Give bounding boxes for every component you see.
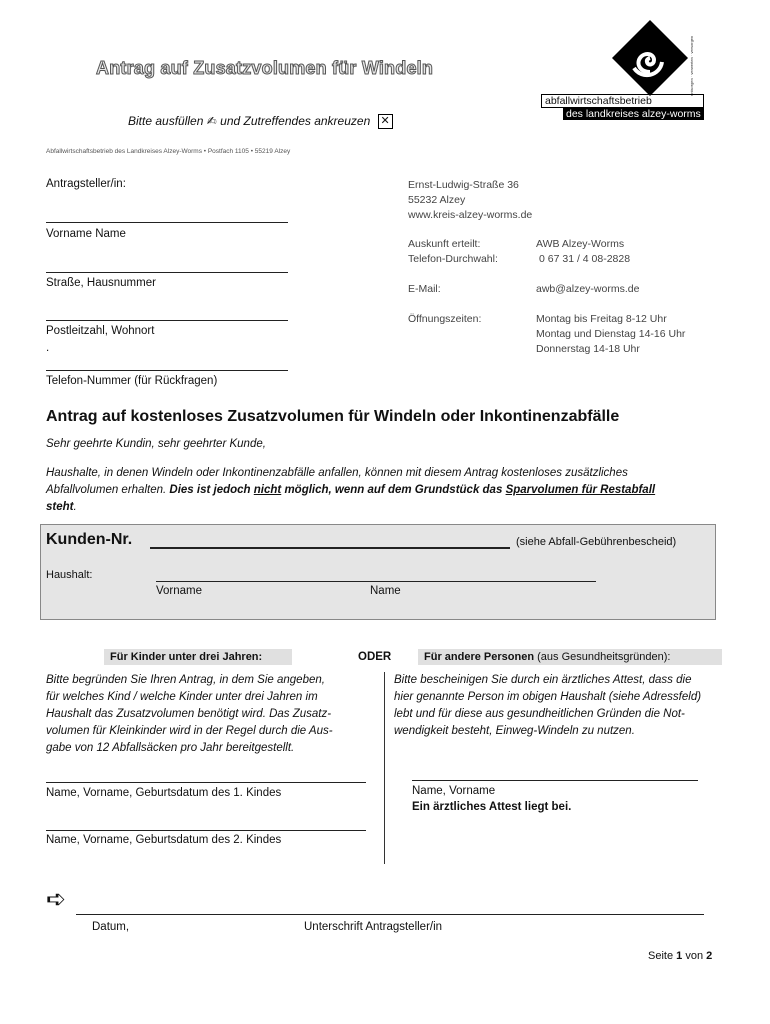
children-heading: Für Kinder unter drei Jahren: [104, 649, 292, 665]
phone-direct-label: Telefon-Durchwahl: [408, 253, 498, 265]
logo-line1: abfallwirtschaftsbetrieb [541, 94, 704, 108]
page-current: 1 [676, 950, 683, 962]
office-city: 55232 Alzey [408, 194, 466, 206]
customer-number-field[interactable] [150, 547, 510, 549]
greeting: Sehr geehrte Kundin, sehr geehrter Kunde, [46, 438, 266, 450]
intro-line2-c: nicht [253, 484, 282, 496]
children-text3: Haushalt das Zusatzvolumen benötigt wird. Das Zusatz- [46, 708, 332, 720]
household-field[interactable] [156, 581, 596, 582]
others-text1: Bitte bescheinigen Sie durch ein ärztliches Attest, dass die [394, 674, 692, 686]
hours-label: Öffnungszeiten: [408, 313, 482, 325]
intro-line3 [46, 499, 726, 516]
logo-vertical-label: entsorgen · verwerten · versorgen [689, 35, 694, 96]
info-label: Auskunft erteilt: [408, 238, 481, 250]
street-line[interactable] [46, 272, 288, 273]
fill-hint-text-a: Bitte ausfüllen [128, 114, 204, 128]
phone-line[interactable] [46, 370, 288, 371]
others-text3: lebt und für diese aus gesundheitlichen Gründen die Not- [394, 708, 685, 720]
fill-hint [128, 114, 393, 129]
office-address [408, 178, 532, 223]
household-first-name-label: Vorname [156, 585, 203, 597]
children-text1: Bitte begründen Sie Ihren Antrag, in dem Sie angeben, [46, 674, 325, 686]
fill-hint-text-b: und Zutreffendes ankreuzen [220, 114, 371, 128]
page-of: von [685, 950, 704, 962]
office-street: Ernst-Ludwig-Straße 36 [408, 179, 519, 191]
date-label: Datum, [92, 921, 130, 933]
intro-line2 [46, 482, 726, 499]
intro-line2-d: möglich, wenn auf dem Grundstück das [284, 484, 503, 496]
intro-line2-a: Abfallvolumen erhalten. [46, 484, 167, 496]
child1-field[interactable] [46, 782, 366, 783]
hours-line3: Donnerstag 14-18 Uhr [536, 343, 640, 355]
child1-label: Name, Vorname, Geburtsdatum des 1. Kindes [46, 787, 282, 799]
customer-number-hint: (siehe Abfall-Gebührenbescheid) [516, 536, 677, 548]
household-label: Haushalt: [46, 569, 93, 581]
checkbox-example-icon: ✕ [378, 114, 393, 129]
main-heading: Antrag auf kostenloses Zusatzvolumen für Windeln oder Inkontinenzabfälle [46, 408, 620, 425]
customer-number-label: Kunden-Nr. [46, 531, 133, 548]
others-heading-rest: (aus Gesundheitsgründen): [537, 651, 671, 663]
document-title: Antrag auf Zusatzvolumen für Windeln [96, 58, 434, 78]
column-divider [384, 672, 385, 864]
dot-mark: . [46, 342, 50, 354]
hours-line1: Montag bis Freitag 8-12 Uhr [536, 313, 667, 325]
intro-line3-word: steht [46, 501, 74, 513]
city-line[interactable] [46, 320, 288, 321]
others-text4: wendigkeit besteht, Einweg-Windeln zu nutzen. [394, 725, 635, 737]
others-heading [418, 649, 722, 665]
logo-line2: des landkreises alzey-worms [563, 108, 704, 120]
children-text4: volumen für Kleinkinder wird in der Regel durch die Aus- [46, 725, 333, 737]
pen-icon: ✍ [206, 114, 217, 128]
intro-line2-b: Dies ist jedoch [169, 484, 251, 496]
phone-label: Telefon-Nummer (für Rückfragen) [46, 375, 218, 387]
others-heading-bold: Für andere Personen [424, 651, 535, 663]
logo-spiral-icon [612, 20, 688, 96]
page-number [648, 950, 712, 962]
or-label: ODER [358, 651, 392, 663]
children-text2: für welches Kind / welche Kinder unter drei Jahren im [46, 691, 318, 703]
sender-line: Abfallwirtschaftsbetrieb des Landkreises Alzey-Worms • Postfach 1105 • 55219 Alzey [46, 148, 291, 155]
others-text [394, 672, 744, 740]
street-label: Straße, Hausnummer [46, 277, 156, 289]
applicant-heading: Antragsteller/in: [46, 178, 126, 190]
children-text [46, 672, 378, 757]
page-word: Seite [648, 950, 674, 962]
logo-vertical-text [689, 16, 699, 96]
attest-note: Ein ärztliches Attest liegt bei. [412, 801, 572, 813]
children-text5: gabe von 12 Abfallsäcken pro Jahr bereitgestellt. [46, 742, 295, 754]
info-value: AWB Alzey-Worms [536, 238, 625, 250]
intro-paragraph [46, 465, 726, 516]
intro-line1: Haushalte, in denen Windeln oder Inkontinenzabfälle anfallen, können mit diesem Antrag kostenloses zusätzliches [46, 467, 628, 479]
arrow-right-icon: ➪ [46, 886, 67, 913]
intro-line2-e: Sparvolumen für Restabfall [505, 484, 656, 496]
person-name-field[interactable] [412, 780, 698, 781]
phone-direct-value: 0 67 31 / 4 08-2828 [539, 253, 631, 265]
person-name-label: Name, Vorname [412, 785, 496, 797]
office-hours [536, 312, 685, 357]
office-website: www.kreis-alzey-worms.de [408, 209, 533, 221]
child2-label: Name, Vorname, Geburtsdatum des 2. Kindes [46, 834, 282, 846]
hours-line2: Montag und Dienstag 14-16 Uhr [536, 328, 686, 340]
city-label: Postleitzahl, Wohnort [46, 325, 155, 337]
intro-line3-end: . [73, 501, 77, 513]
name-label: Vorname Name [46, 228, 126, 240]
page-total: 2 [706, 950, 713, 962]
signature-line[interactable] [76, 914, 704, 915]
email-label: E-Mail: [408, 283, 441, 295]
child2-field[interactable] [46, 830, 366, 831]
signature-label: Unterschrift Antragsteller/in [304, 921, 443, 933]
logo [612, 20, 688, 96]
logo-wordmark [541, 94, 704, 120]
name-line[interactable] [46, 222, 288, 223]
email-value: awb@alzey-worms.de [536, 283, 640, 295]
others-text2: hier genannte Person im obigen Haushalt (siehe Adressfeld) [394, 691, 702, 703]
household-last-name-label: Name [370, 585, 401, 597]
